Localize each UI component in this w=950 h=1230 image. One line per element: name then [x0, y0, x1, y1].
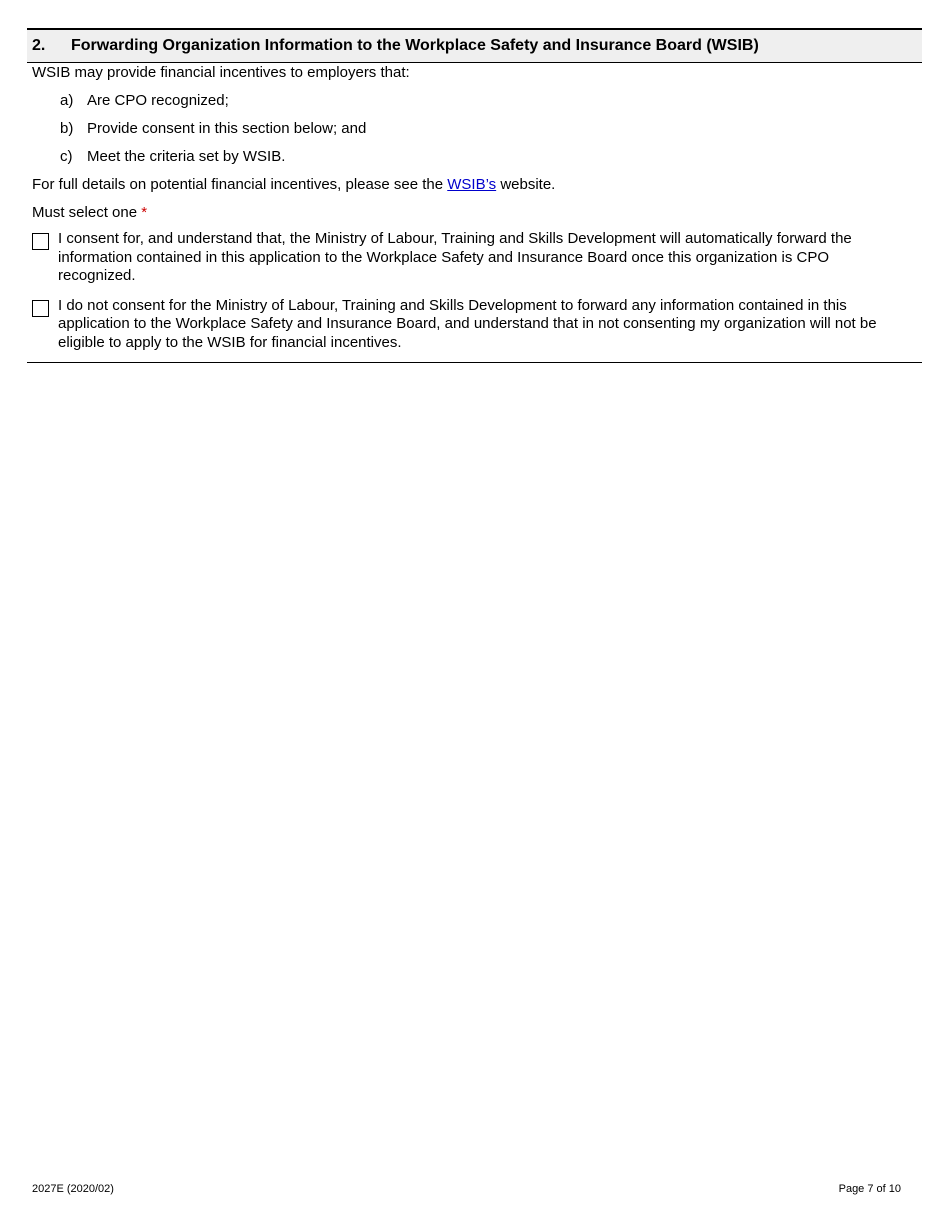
no-consent-label: I do not consent for the Ministry of Labour, Training and Skills Development to forward any information contained in this application to the Workplace Safety and Insurance Board, and understand that in not consenting my organization will not be eligible to apply to the WSIB for financial incentives.: [58, 296, 877, 351]
consent-label: I consent for, and understand that, the Ministry of Labour, Training and Skills Development will automatically forward the information contained in this application to the Workplace Safety and Insurance Board once this organization is CPO recognized.: [58, 230, 852, 284]
consent-option[interactable]: [27, 230, 922, 286]
no-consent-checkbox[interactable]: [32, 300, 49, 317]
details-prefix: For full details on potential financial incentives, please see the: [32, 176, 448, 193]
list-marker: b): [60, 120, 74, 137]
details-paragraph: [27, 176, 922, 194]
list-item-text: Provide consent in this section below; and: [87, 120, 367, 137]
wsib-website-link[interactable]: WSIB’s: [447, 176, 497, 193]
wsib-section: [27, 28, 922, 363]
section-header: [27, 28, 922, 63]
criteria-list: [27, 92, 922, 166]
required-asterisk: *: [141, 204, 148, 221]
list-item-text: Are CPO recognized;: [87, 92, 229, 109]
section-title: Forwarding Organization Information to the Workplace Safety and Insurance Board (WSIB): [71, 37, 759, 54]
list-item: [60, 92, 922, 110]
list-item: [60, 120, 922, 138]
consent-checkbox[interactable]: [32, 233, 49, 250]
must-select-text: Must select one: [32, 204, 142, 221]
form-id: 2027E (2020/02): [32, 1183, 114, 1195]
section-number: 2.: [32, 37, 46, 54]
details-suffix: website.: [496, 176, 556, 193]
must-select-label: [27, 204, 922, 222]
list-marker: a): [60, 92, 74, 109]
intro-text: WSIB may provide financial incentives to employers that:: [32, 64, 410, 81]
list-item-text: Meet the criteria set by WSIB.: [87, 148, 286, 165]
list-marker: c): [60, 148, 73, 165]
no-consent-option[interactable]: [27, 297, 922, 353]
list-item: [60, 148, 922, 166]
page-number: Page 7 of 10: [838, 1183, 901, 1195]
